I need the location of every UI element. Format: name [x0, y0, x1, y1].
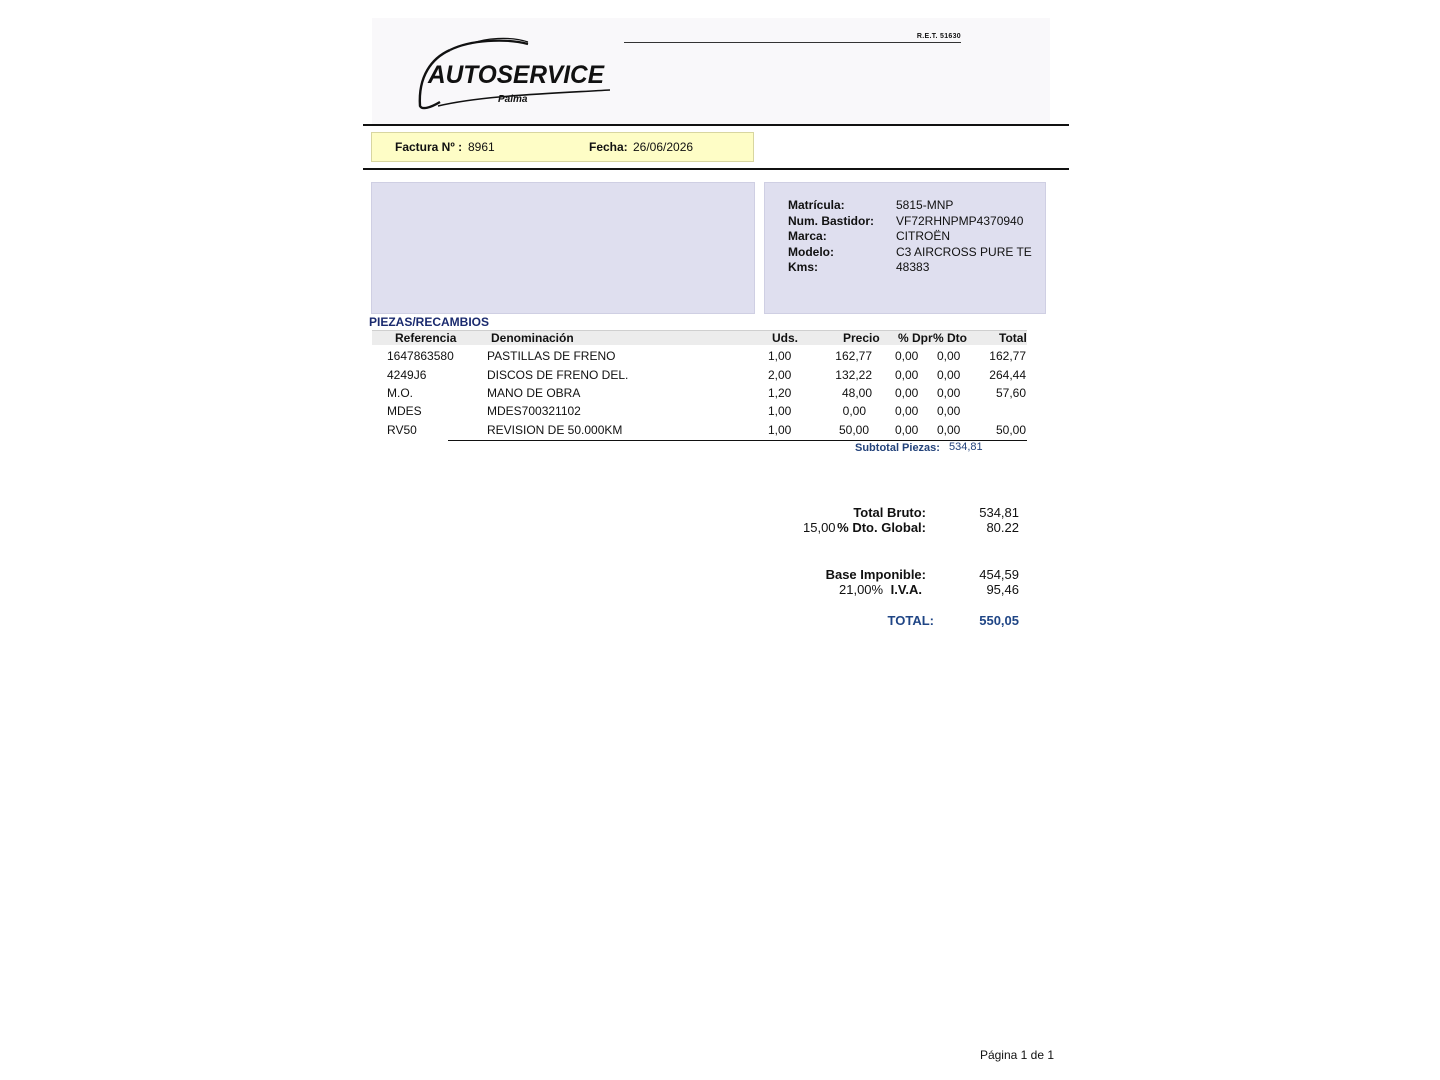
table-bottom-rule	[448, 440, 1027, 441]
row-ref: 1647863580	[387, 349, 454, 363]
make-label: Marca:	[788, 229, 827, 243]
page-number: Página 1 de 1	[979, 1048, 1054, 1062]
gross-value: 534,81	[979, 505, 1019, 520]
th-price: Precio	[843, 331, 880, 345]
row-desc: MANO DE OBRA	[487, 386, 581, 400]
global-discount-value: 80.22	[986, 520, 1019, 535]
model-label: Modelo:	[788, 245, 834, 259]
row-dto: 0,00	[937, 349, 961, 363]
iva-pct: 21,00%	[839, 582, 884, 597]
row-dpr: 0,00	[895, 349, 919, 363]
row-ref: 4249J6	[387, 368, 427, 382]
kms-value: 48383	[896, 260, 930, 274]
invoice-number-label: Factura Nº :	[395, 140, 463, 154]
row-ref: RV50	[387, 423, 417, 437]
parts-section-title: PIEZAS/RECAMBIOS	[369, 315, 490, 329]
global-discount-label: % Dto. Global:	[837, 520, 926, 535]
row-dto: 0,00	[937, 368, 961, 382]
vin-label: Num. Bastidor:	[788, 214, 875, 228]
client-panel	[371, 182, 755, 314]
row-qty: 1,00	[768, 404, 792, 418]
global-discount-pct: 15,00	[803, 520, 836, 535]
row-total: 162,77	[989, 349, 1026, 363]
th-desc: Denominación	[491, 331, 574, 345]
invoice-date: 26/06/2026	[633, 140, 694, 154]
th-ref: Referencia	[395, 331, 457, 345]
row-qty: 1,20	[768, 386, 792, 400]
make-value: CITROËN	[896, 229, 950, 243]
iva-value: 95,46	[986, 582, 1019, 597]
th-dpr: % Dpr	[898, 331, 933, 345]
base-label: Base Imponible:	[825, 567, 926, 582]
row-dpr: 0,00	[895, 404, 919, 418]
row-desc: DISCOS DE FRENO DEL.	[487, 368, 629, 382]
row-desc: PASTILLAS DE FRENO	[487, 349, 616, 363]
invoice-number: 8961	[468, 140, 495, 154]
subtotal-value: 534,81	[949, 441, 983, 453]
row-price: 0,00	[842, 404, 866, 418]
row-qty: 1,00	[768, 349, 792, 363]
base-value: 454,59	[979, 567, 1019, 582]
row-total: 50,00	[995, 423, 1026, 437]
row-desc: MDES700321102	[487, 404, 581, 418]
row-dpr: 0,00	[895, 423, 919, 437]
row-total: 57,60	[995, 386, 1026, 400]
vin-value: VF72RHNPMP4370940	[896, 214, 1024, 228]
plate-value: 5815-MNP	[896, 198, 954, 212]
row-qty: 1,00	[768, 423, 792, 437]
row-qty: 2,00	[768, 368, 792, 382]
row-dto: 0,00	[937, 423, 961, 437]
row-price: 50,00	[838, 423, 869, 437]
grand-total-value: 550,05	[979, 613, 1019, 628]
row-total: 264,44	[989, 368, 1026, 382]
model-value: C3 AIRCROSS PURE TE	[896, 245, 1032, 259]
row-dto: 0,00	[937, 404, 961, 418]
row-ref: MDES	[387, 404, 422, 418]
row-price: 162,77	[835, 349, 872, 363]
row-dto: 0,00	[937, 386, 961, 400]
logo-text: AUTOSERVICE	[427, 61, 606, 89]
plate-label: Matrícula:	[788, 198, 845, 212]
iva-label: I.V.A.	[890, 582, 922, 597]
grand-total-label: TOTAL:	[887, 613, 934, 628]
company-logo	[410, 36, 620, 114]
subtotal-label: Subtotal Piezas:	[855, 442, 940, 454]
row-ref: M.O.	[387, 386, 413, 400]
rule-middle	[363, 168, 1069, 170]
invoice-date-label: Fecha:	[589, 140, 628, 154]
th-qty: Uds.	[772, 331, 799, 345]
gross-label: Total Bruto:	[853, 505, 926, 520]
row-price: 132,22	[835, 368, 872, 382]
row-desc: REVISION DE 50.000KM	[487, 423, 623, 437]
th-dto: % Dto	[933, 331, 967, 345]
header-line	[624, 42, 961, 43]
logo-subtext: Palma	[498, 94, 528, 105]
th-total: Total	[999, 331, 1027, 345]
ret-number: R.E.T. 51630	[916, 33, 961, 40]
row-dpr: 0,00	[895, 386, 919, 400]
row-price: 48,00	[841, 386, 872, 400]
rule-top	[363, 124, 1069, 126]
row-dpr: 0,00	[895, 368, 919, 382]
kms-label: Kms:	[788, 260, 819, 274]
